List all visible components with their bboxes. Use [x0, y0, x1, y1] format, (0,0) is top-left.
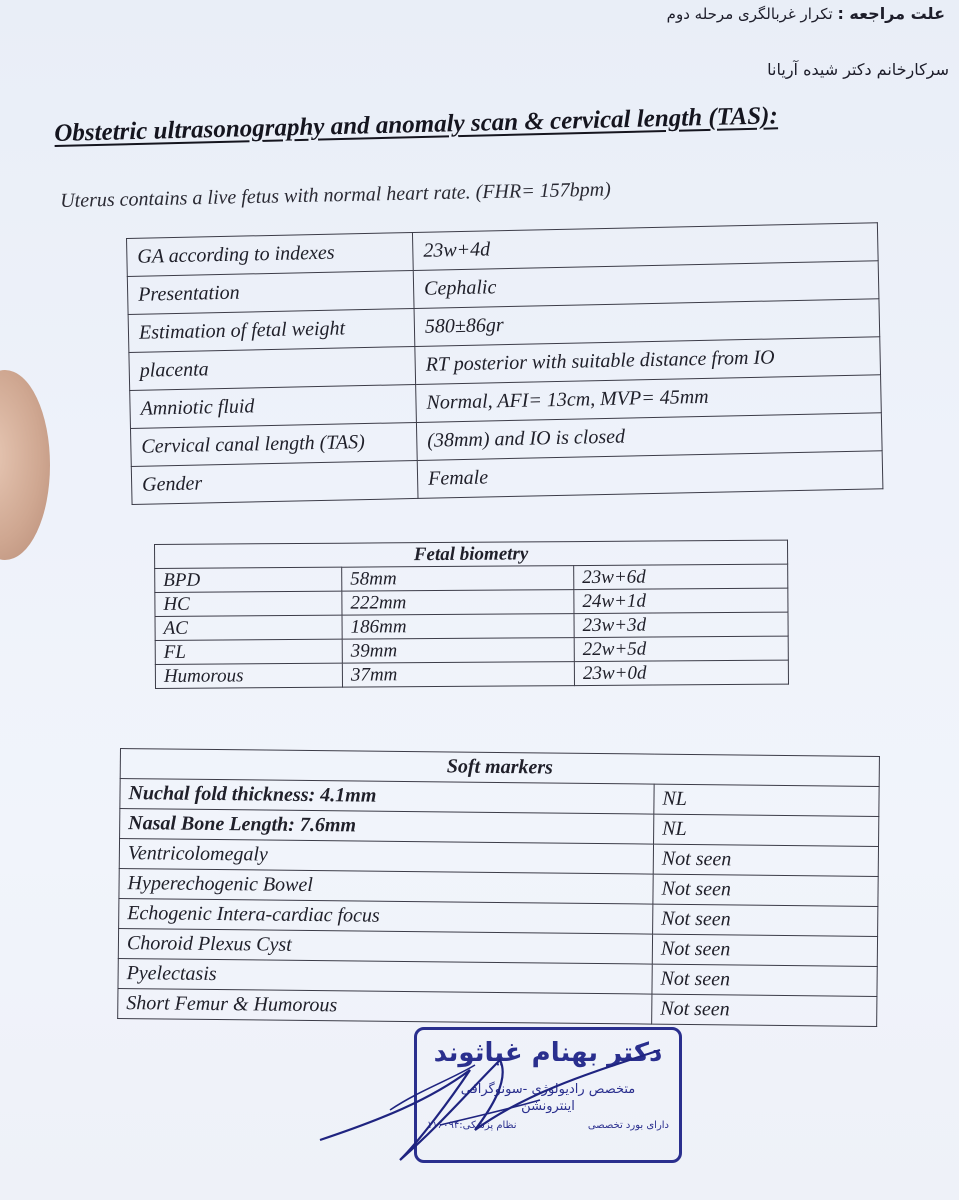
soft-markers-title: Soft markers [120, 749, 879, 787]
finding-value: Normal, AFI= 13cm, MVP= 45mm [416, 375, 882, 423]
finding-label: GA according to indexes [127, 232, 414, 276]
biometry-ga: 23w+6d [574, 564, 788, 589]
biometry-name: FL [155, 639, 342, 664]
stamp-board: دارای بورد تخصصی [587, 1120, 669, 1131]
finding-label: Amniotic fluid [130, 384, 417, 428]
marker-result: NL [654, 784, 879, 816]
biometry-title: Fetal biometry [155, 540, 788, 568]
visit-reason-value: تکرار غربالگری مرحله دوم [666, 5, 833, 23]
biometry-name: AC [155, 615, 342, 640]
biometry-size: 222mm [342, 590, 574, 616]
finding-value: RT posterior with suitable distance from IO [415, 337, 881, 385]
finding-label: Estimation of fetal weight [128, 308, 415, 352]
marker-name: Ventricolomegaly [119, 839, 653, 875]
biometry-name: BPD [155, 567, 342, 592]
biometry-size: 37mm [342, 662, 574, 688]
findings-table [126, 222, 883, 505]
marker-result: NL [654, 814, 879, 846]
finger-photo-artifact [0, 370, 50, 560]
visit-reason [667, 4, 945, 23]
marker-name: Hyperechogenic Bowel [119, 868, 653, 904]
marker-name: Choroid Plexus Cyst [118, 928, 652, 964]
biometry-size: 39mm [342, 638, 574, 664]
referring-doctor: سرکارخانم دکتر شیده آریانا [767, 60, 949, 79]
stamp-license: نظام پزشکی:۱۱۶۰۹۴ [427, 1120, 517, 1131]
marker-result: Not seen [652, 964, 877, 996]
finding-label: Gender [131, 460, 418, 504]
finding-value: (38mm) and IO is closed [416, 413, 882, 461]
signature-scribble [300, 1030, 720, 1170]
marker-name: Short Femur & Humorous [118, 988, 652, 1024]
stamp-specialty: متخصص رادیولوژی -سونوگرافی [460, 1082, 636, 1097]
finding-label: Presentation [127, 270, 414, 314]
biometry-ga: 22w+5d [574, 636, 788, 661]
marker-result: Not seen [653, 874, 878, 906]
biometry-ga: 24w+1d [574, 588, 788, 613]
finding-value: Female [417, 451, 883, 499]
biometry-size: 58mm [342, 566, 574, 592]
marker-result: Not seen [653, 904, 878, 936]
marker-name: Echogenic Intera-cardiac focus [119, 898, 653, 934]
marker-result: Not seen [652, 934, 877, 966]
biometry-name: Humorous [155, 663, 342, 688]
soft-markers-table [117, 748, 880, 1027]
marker-result: Not seen [653, 844, 878, 876]
report-intro: Uterus contains a live fetus with normal heart rate. (FHR= 157bpm) [60, 178, 612, 212]
biometry-ga: 23w+3d [574, 612, 788, 637]
biometry-table [154, 540, 789, 689]
biometry-size: 186mm [342, 614, 574, 640]
finding-value: Cephalic [413, 261, 879, 309]
stamp-specialty-2: اینترونشن [521, 1099, 575, 1114]
table-row [155, 660, 788, 688]
marker-name: Pyelectasis [118, 958, 652, 994]
finding-value: 23w+4d [412, 223, 878, 271]
marker-name: Nuchal fold thickness: 4.1mm [120, 779, 654, 815]
stamp-doctor-name: دکتر بهنام غیاثوند [433, 1038, 663, 1068]
marker-name: Nasal Bone Length: 7.6mm [120, 809, 654, 845]
biometry-ga: 23w+0d [574, 660, 788, 685]
marker-result: Not seen [652, 994, 877, 1026]
biometry-name: HC [155, 591, 342, 616]
finding-label: Cervical canal length (TAS) [130, 422, 417, 466]
finding-value: 580±86gr [414, 299, 880, 347]
report-title: Obstetric ultrasonography and anomaly scan & cervical length (TAS): [54, 102, 779, 147]
finding-label: placenta [129, 346, 416, 390]
visit-reason-label: علت مراجعه : [837, 4, 945, 23]
